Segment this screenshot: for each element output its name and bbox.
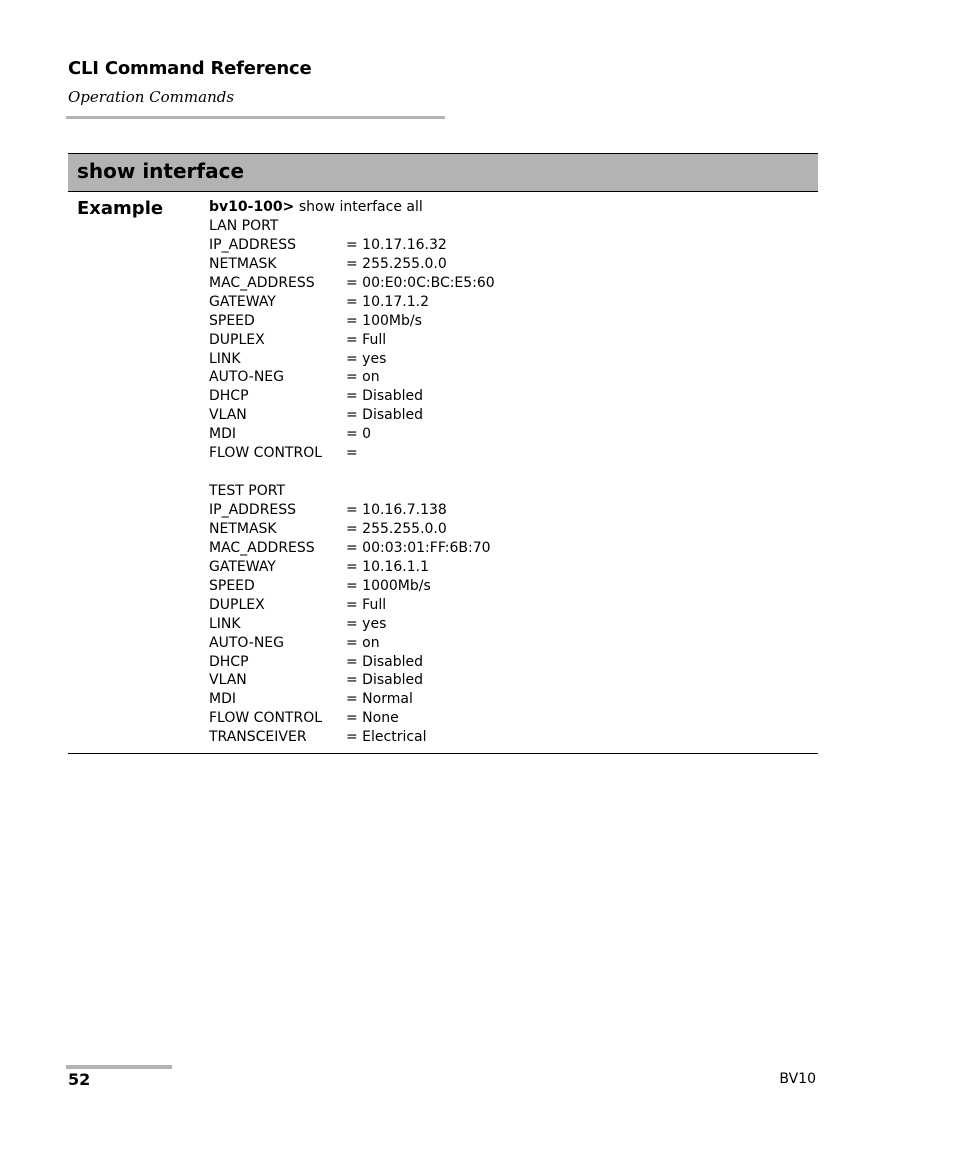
config-row [209,425,495,444]
config-key: MDI [209,691,236,708]
section-title: show interface [77,159,245,183]
config-value: = 10.16.1.1 [346,558,429,575]
config-value: = yes [346,350,387,367]
config-key: AUTO-NEG [209,634,285,651]
config-row [209,690,495,709]
config-row [209,236,495,255]
section-bottom-divider [68,753,818,754]
config-key: LINK [209,615,241,632]
config-key: DUPLEX [209,331,265,348]
config-row [209,274,495,293]
config-row [209,444,495,463]
config-row [209,558,495,577]
config-value: = on [346,369,380,386]
command-line [209,198,495,217]
config-key: IP_ADDRESS [209,502,297,518]
config-key: TRANSCEIVER [209,729,307,746]
config-value: = Electrical [346,729,427,746]
footer-divider [66,1065,172,1069]
command-prompt: bv10-100> [209,199,295,215]
config-value: = None [346,710,399,727]
config-row [209,671,495,690]
config-value: = Full [346,596,387,613]
config-value: = Disabled [346,407,423,424]
config-value: = 00:03:01:FF:6B:70 [346,539,491,556]
config-value: = [346,445,358,462]
config-key: FLOW CONTROL [209,445,323,462]
config-value: = 00:E0:0C:BC:E5:60 [346,274,495,291]
config-value: = 0 [346,426,372,443]
config-key: DHCP [209,653,249,670]
config-value: = Disabled [346,672,423,689]
config-value: = 10.17.1.2 [346,293,429,310]
config-value: = 255.255.0.0 [346,520,447,537]
page-header-subtitle: Operation Commands [68,88,235,106]
config-value: = 10.17.16.32 [346,236,447,253]
lan-port-heading: LAN PORT [209,217,279,234]
lan-port-rows [209,236,495,463]
command-text: show interface all [298,199,423,215]
test-port-heading: TEST PORT [209,483,286,500]
config-key: MDI [209,426,236,443]
config-value: = Normal [346,691,413,708]
config-row [209,653,495,672]
config-key: GATEWAY [209,558,276,575]
config-row [209,368,495,387]
page-number: 52 [68,1070,91,1089]
example-label: Example [77,198,164,219]
config-key: IP_ADDRESS [209,236,297,253]
config-row [209,255,495,274]
config-key: DUPLEX [209,596,265,613]
config-key: NETMASK [209,255,277,272]
config-value: = on [346,634,380,651]
config-row [209,293,495,312]
config-value: = Full [346,331,387,348]
page-header-title: CLI Command Reference [68,58,312,79]
config-row [209,520,495,539]
blank-line [209,463,495,482]
config-row [209,501,495,520]
config-key: NETMASK [209,520,277,537]
config-row [209,577,495,596]
config-key: FLOW CONTROL [209,710,323,727]
config-value: = Disabled [346,653,423,670]
config-value: = 255.255.0.0 [346,255,447,272]
config-value: = 10.16.7.138 [346,502,447,518]
config-key: MAC_ADDRESS [209,539,315,556]
header-divider [66,116,445,119]
config-row [209,350,495,369]
config-row [209,387,495,406]
config-value: = yes [346,615,387,632]
config-row [209,539,495,558]
test-port-rows [209,501,495,747]
config-row [209,312,495,331]
config-value: = Disabled [346,388,423,405]
config-row [209,331,495,350]
config-value: = 100Mb/s [346,312,422,329]
config-row [209,615,495,634]
example-code-block [209,198,495,747]
config-key: DHCP [209,388,249,405]
config-key: LINK [209,350,241,367]
config-row [209,406,495,425]
config-row [209,596,495,615]
config-key: VLAN [209,407,247,424]
product-name: BV10 [779,1071,816,1087]
config-key: VLAN [209,672,247,689]
config-key: AUTO-NEG [209,369,285,386]
section-header-bar [68,153,818,192]
config-key: MAC_ADDRESS [209,274,315,291]
config-row [209,709,495,728]
config-key: SPEED [209,312,255,329]
config-row [209,634,495,653]
config-key: GATEWAY [209,293,276,310]
config-value: = 1000Mb/s [346,577,431,594]
config-row [209,728,495,747]
config-key: SPEED [209,577,255,594]
